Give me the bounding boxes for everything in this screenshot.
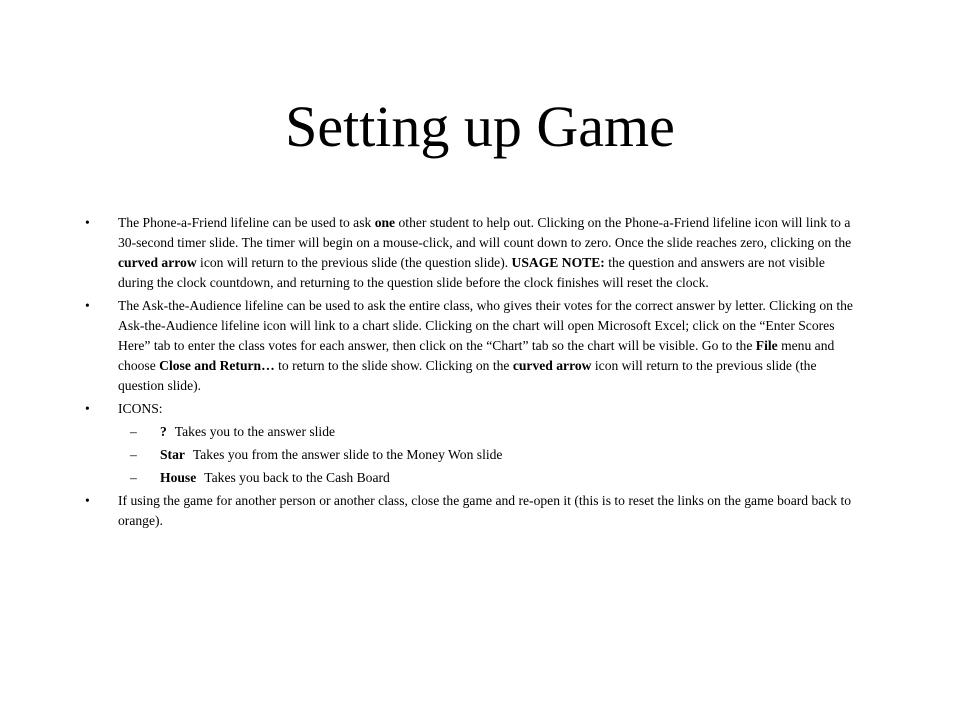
bullet-marker: • <box>85 401 90 416</box>
icon-item-desc: Takes you from the answer slide to the Money Won slide <box>192 447 503 462</box>
bullet-icons <box>85 399 860 419</box>
dash-marker: – <box>130 447 137 462</box>
icon-item-house <box>85 468 860 488</box>
icon-item-name: House <box>160 470 197 485</box>
bullet-reset-game <box>85 491 860 531</box>
bullet-marker: • <box>85 215 90 230</box>
icon-item-name: ? <box>160 424 167 439</box>
emphasis-curved-arrow: curved arrow <box>512 358 592 373</box>
bullet-marker: • <box>85 298 90 313</box>
icon-item-desc: Takes you back to the Cash Board <box>204 470 390 485</box>
bullet-text: ICONS: <box>118 401 163 416</box>
emphasis-file: File <box>755 338 778 353</box>
slide-title: Setting up Game <box>285 94 675 159</box>
dash-marker: – <box>130 470 137 485</box>
icon-item-desc: Takes you to the answer slide <box>174 424 336 439</box>
slide-body <box>85 213 860 534</box>
bullet-ask-the-audience <box>85 296 860 396</box>
icon-item-question <box>85 422 860 442</box>
emphasis-one: one <box>374 215 396 230</box>
emphasis-close-and-return: Close and Return… <box>159 358 275 373</box>
icon-item-name: Star <box>160 447 185 462</box>
bullet-text: The Phone-a-Friend lifeline can be used to ask one other student to help out. Clicking on the Phone-a-Friend lifeline icon will link to a 30-second timer slide. The timer will begin on a mouse-click, and will count down to zero. Once the slide reaches zero, clicking on the curved arrow icon will return to the previous slide (the question slide). USAGE NOTE: the question and answers are not visible during the clock countdown, and returning to the question slide before the clock finishes will reset the clock. <box>118 215 852 290</box>
icon-item-star <box>85 445 860 465</box>
dash-marker: – <box>130 424 137 439</box>
emphasis-curved-arrow: curved arrow <box>118 255 197 270</box>
emphasis-usage-note: USAGE NOTE: <box>511 255 605 270</box>
bullet-text: The Ask-the-Audience lifeline can be used to ask the entire class, who gives their votes for the correct answer by letter. Clicking on the Ask-the-Audience lifeline icon will link to a chart slide. Clicking on the chart will open Microsoft Excel; click on the “Enter Scores Here” tab to enter the class votes for each answer, then click on the “Chart” tab so the chart will be visible. Go to the File menu and choose Close and Return… to return to the slide show. Clicking on the curved arrow icon will return to the previous slide (the question slide). <box>118 298 853 393</box>
bullet-text: If using the game for another person or another class, close the game and re-open it (this is to reset the links on the game board back to orange). <box>118 493 852 528</box>
bullet-marker: • <box>85 493 90 508</box>
bullet-phone-a-friend <box>85 213 860 293</box>
